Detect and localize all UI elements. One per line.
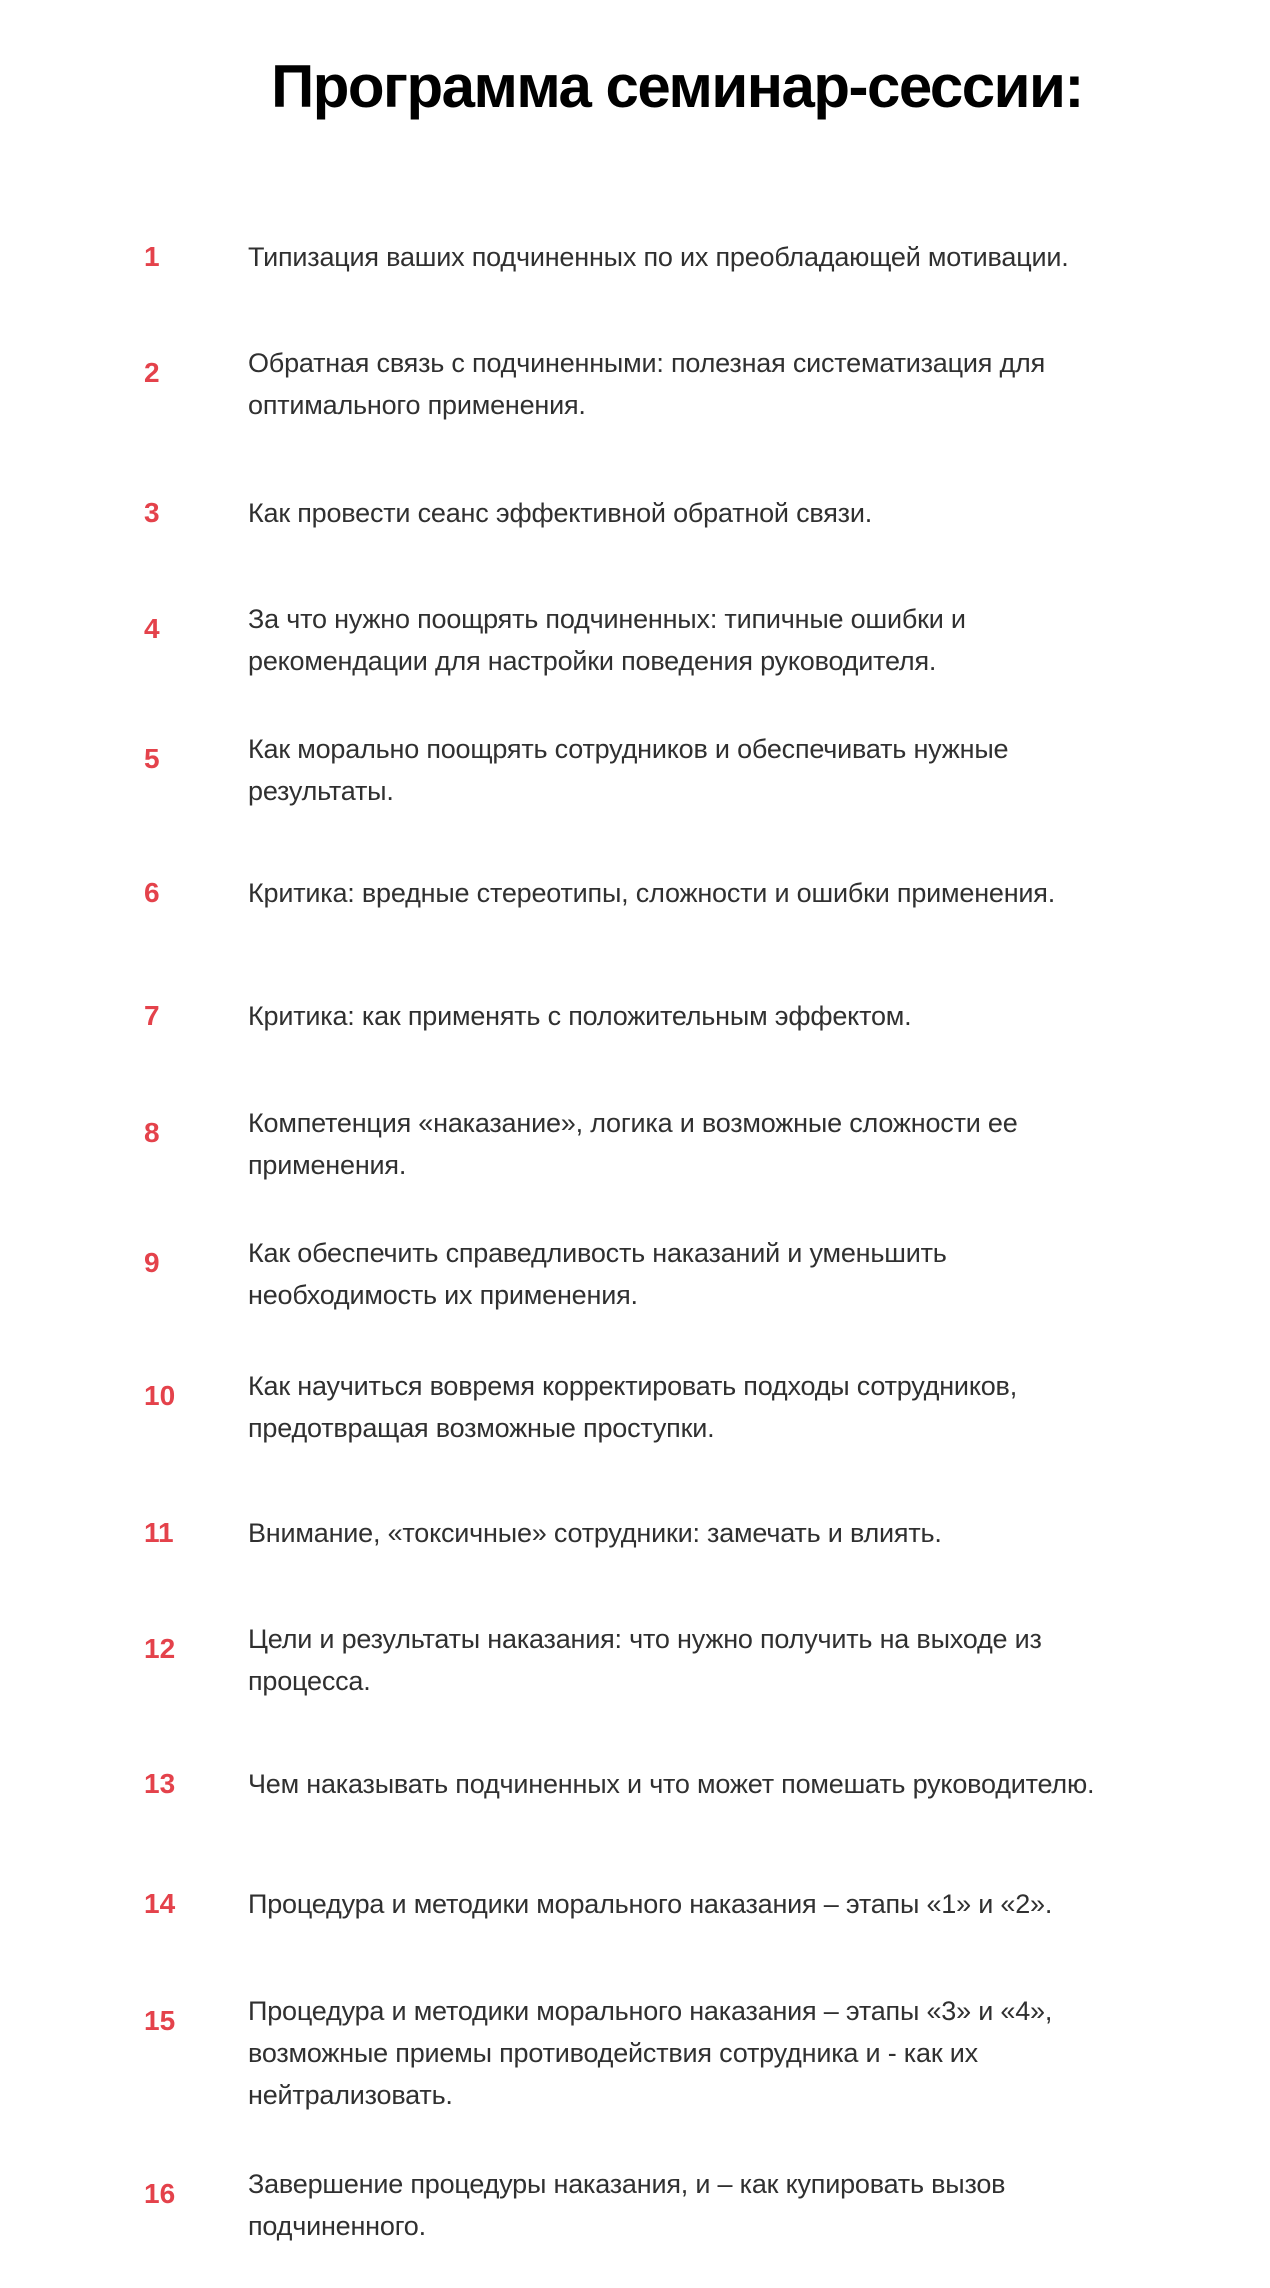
item-text-line: нейтрализовать. [248, 2080, 453, 2110]
item-text [248, 1232, 947, 1316]
item-text [248, 492, 872, 534]
item-text [248, 598, 966, 682]
item-text-line: Типизация ваших подчиненных по их преобладающей мотивации. [248, 242, 1069, 272]
item-text [248, 995, 911, 1037]
item-number: 1 [144, 241, 160, 272]
item-number: 12 [144, 1633, 176, 1664]
item-number: 14 [144, 1888, 176, 1919]
item-text [248, 1763, 1094, 1805]
item-text-line: результаты. [248, 776, 394, 806]
item-number: 3 [144, 497, 160, 528]
item-text [248, 236, 1069, 278]
item-text [248, 1883, 1052, 1925]
item-text-line: Чем наказывать подчиненных и что может помешать руководителю. [248, 1769, 1095, 1799]
item-number: 11 [144, 1517, 174, 1548]
item-text-line: необходимость их применения. [248, 1280, 638, 1310]
item-text-line: процесса. [248, 1666, 371, 1696]
item-text-line: оптимального применения. [248, 390, 586, 420]
item-number: 7 [144, 1000, 160, 1031]
item-text-line: Обратная связь с подчиненными: полезная систематизация для [248, 348, 1046, 378]
item-number: 6 [144, 877, 160, 908]
item-text [248, 2163, 1005, 2247]
item-text [248, 342, 1045, 426]
item-text-line: За что нужно поощрять подчиненных: типичные ошибки и [248, 604, 966, 634]
item-text [248, 1512, 942, 1554]
item-text-line: Как провести сеанс эффективной обратной связи. [248, 498, 873, 528]
item-text-line: Процедура и методики морального наказания – этапы «3» и «4», [248, 1996, 1053, 2026]
item-number: 2 [144, 357, 160, 388]
item-text-line: Процедура и методики морального наказания – этапы «1» и «2». [248, 1889, 1053, 1919]
item-text-line: Компетенция «наказание», логика и возможные сложности ее [248, 1108, 1018, 1138]
item-number: 10 [144, 1380, 176, 1411]
item-text-line: Критика: как применять с положительным эффектом. [248, 1001, 912, 1031]
page-title: Программа семинар-сессии: [271, 53, 1083, 121]
item-number: 9 [144, 1247, 160, 1278]
item-text-line: применения. [248, 1150, 407, 1180]
item-text-line: Завершение процедуры наказания, и – как купировать вызов [248, 2169, 1006, 2199]
item-text-line: Цели и результаты наказания: что нужно получить на выходе из [248, 1624, 1042, 1654]
item-number: 5 [144, 743, 160, 774]
item-text-line: Внимание, «токсичные» сотрудники: замечать и влиять. [248, 1518, 942, 1548]
item-number: 16 [144, 2178, 176, 2209]
item-text [248, 872, 1055, 914]
item-text-line: возможные приемы противодействия сотрудника и - как их [248, 2038, 978, 2068]
item-text [248, 1365, 1017, 1449]
item-number: 15 [144, 2005, 176, 2036]
item-text [248, 1990, 1052, 2116]
item-text [248, 1102, 1018, 1186]
item-text-line: Как обеспечить справедливость наказаний и уменьшить [248, 1238, 947, 1268]
item-text-line: подчиненного. [248, 2211, 426, 2241]
item-number: 4 [144, 613, 160, 644]
item-text-line: рекомендации для настройки поведения руководителя. [248, 646, 937, 676]
item-number: 13 [144, 1768, 176, 1799]
item-text-line: Критика: вредные стереотипы, сложности и ошибки применения. [248, 878, 1056, 908]
item-text [248, 728, 1008, 812]
item-number: 8 [144, 1117, 160, 1148]
item-text-line: Как научиться вовремя корректировать подходы сотрудников, [248, 1371, 1017, 1401]
item-text-line: Как морально поощрять сотрудников и обеспечивать нужные [248, 734, 1009, 764]
item-text-line: предотвращая возможные проступки. [248, 1413, 715, 1443]
item-text [248, 1618, 1042, 1702]
